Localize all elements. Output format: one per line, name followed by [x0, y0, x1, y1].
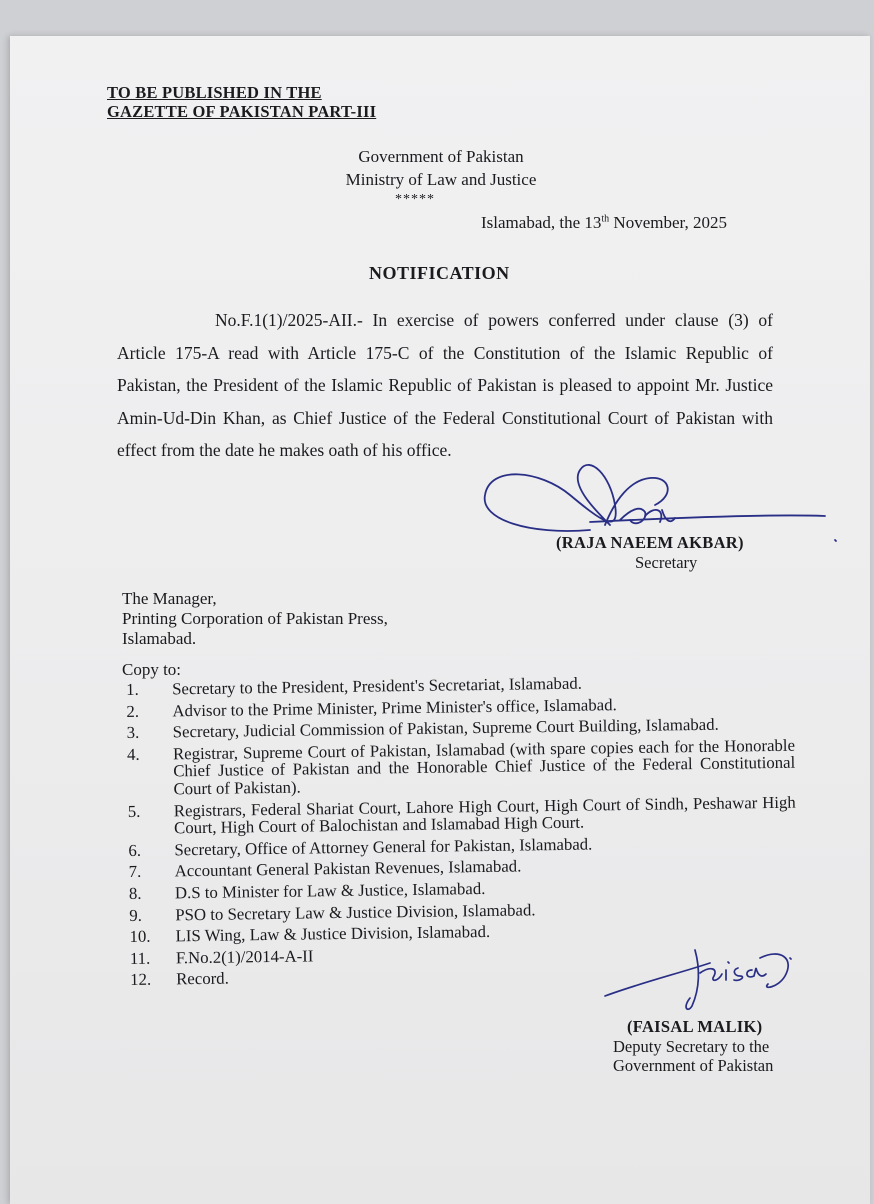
list-item-text: F.No.2(1)/2014-A-II: [175, 946, 314, 968]
list-item-number: 9.: [129, 905, 142, 925]
list-item: [128, 793, 796, 838]
list-item-text: Secretary, Judicial Commission of Pakistan, Supreme Court Building, Islamabad.: [172, 714, 719, 742]
list-item-text: Accountant General Pakistan Revenues, Islamabad.: [174, 856, 522, 881]
signatory-1-name: (RAJA NAEEM AKBAR): [556, 533, 744, 552]
copy-to-label: Copy to:: [122, 660, 182, 679]
ministry-name: Ministry of Law and Justice: [345, 170, 537, 189]
list-item-number: 4.: [126, 744, 140, 764]
list-item-number: 8.: [128, 883, 142, 903]
signatory-2-title-line-2: Government of Pakistan: [613, 1056, 774, 1075]
list-item-number: 10.: [129, 926, 151, 947]
list-item-number: 5.: [127, 801, 141, 821]
list-item-number: 12.: [130, 969, 152, 990]
list-item-text: Record.: [176, 968, 229, 989]
addressee-block: [122, 589, 388, 649]
separator-stars: *****: [395, 192, 435, 207]
list-item-text: LIS Wing, Law & Justice Division, Islamabad.: [175, 922, 491, 946]
signatory-2-name: (FAISAL MALIK): [627, 1017, 763, 1036]
gazette-heading: [107, 83, 376, 121]
list-item-number: 6.: [128, 840, 142, 860]
signatory-2-title-line-1: Deputy Secretary to the: [613, 1037, 770, 1056]
list-item-text: Registrar, Supreme Court of Pakistan, Islamabad (with spare copies each for the Honorable Chief Justice of Pakistan and the Honorable Chief Justice of the Federal Constitutional Court of Pakistan).: [172, 735, 796, 799]
list-item-number: 11.: [129, 948, 151, 968]
date-ordinal: th: [601, 213, 610, 225]
list-item-text: Secretary to the President, President's Secretariat, Islamabad.: [171, 673, 583, 699]
list-item-number: 7.: [128, 862, 142, 882]
list-item-text: Advisor to the Prime Minister, Prime Minister's office, Islamabad.: [172, 694, 617, 720]
addressee-line-3: Islamabad.: [122, 629, 197, 648]
addressee-line-1: The Manager,: [122, 589, 217, 608]
date-prefix: Islamabad, the 13: [481, 213, 602, 232]
dateline: [481, 213, 727, 233]
list-item-text: Secretary, Office of Attorney General for Pakistan, Islamabad.: [174, 834, 593, 860]
date-suffix: November, 2025: [609, 213, 727, 232]
list-item-number: 3.: [126, 723, 140, 743]
addressee-line-2: Printing Corporation of Pakistan Press,: [122, 609, 388, 628]
list-item-number: 1.: [125, 679, 139, 699]
gazette-line-1: TO BE PUBLISHED IN THE: [107, 83, 322, 102]
signature-faisal-malik: [600, 938, 810, 1018]
signatory-1-title: Secretary: [635, 553, 698, 572]
list-item: [127, 736, 796, 798]
list-item-text: D.S to Minister for Law & Justice, Islamabad.: [174, 878, 486, 903]
list-item-number: 2.: [126, 701, 140, 721]
government-name: Government of Pakistan: [358, 147, 524, 166]
gazette-line-2: GAZETTE OF PAKISTAN PART-III: [107, 102, 377, 121]
list-item-text: Registrars, Federal Shariat Court, Lahore High Court, High Court of Sindh, Peshawar High Court, High Court of Balochistan and Islamabad High Court.: [173, 792, 796, 838]
notification-body: No.F.1(1)/2025-AII.- In exercise of powers conferred under clause (3) of Article 175-A read with Article 175-C of the Constitution of the Islamic Republic of Pakistan, the President of the Islamic Republic of Pakistan is pleased to appoint Mr. Justice Amin-Ud-Din Khan, as Chief Justice of the Federal Constitutional Court of Pakistan with effect from the date he makes oath of his office.: [117, 310, 773, 460]
list-item-text: PSO to Secretary Law & Justice Division, Islamabad.: [175, 899, 536, 924]
notification-title: NOTIFICATION: [369, 263, 510, 283]
issuing-authority: [328, 145, 554, 191]
